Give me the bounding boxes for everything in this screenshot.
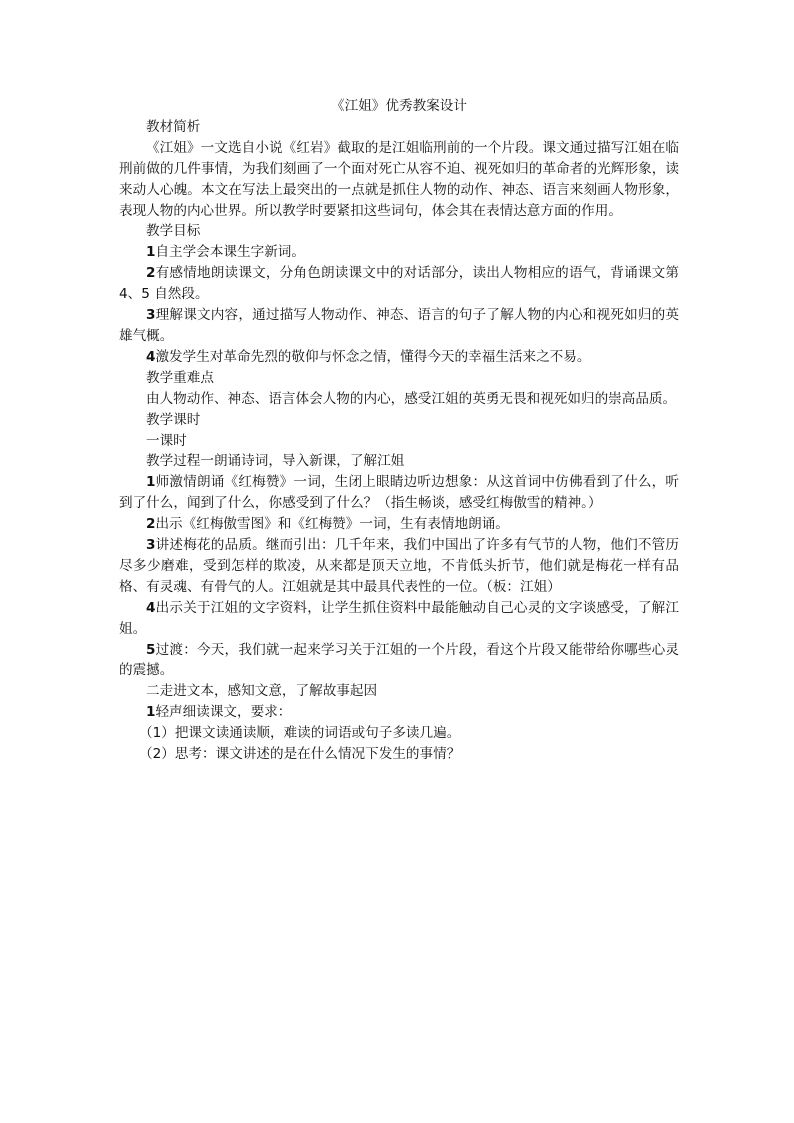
step-number: 3 [146,537,156,554]
document-title: 《江姐》优秀教案设计 [331,98,467,114]
goal-number: 1 [146,244,156,261]
step-text: 出示关于江姐的文字资料，让学生抓住资料中最能触动自己心灵的文字谈感受，了解江姐。 [119,599,679,637]
goal-number: 3 [146,307,156,324]
step-text: 讲述梅花的品质。继而引出：几千年来，我们中国出了许多有气节的人物，他们不管历尽多少磨难，受到怎样的欺凌，从来都是顶天立地，不肯低头折节，他们就是梅花一样有品格、有灵魂、有骨气的人。江姐就是其中最具代表性的一位。（板：江姐） [119,537,679,595]
section-heading-part2: 二走进文本，感知文意，了解故事起因 [146,683,378,700]
step-item [119,598,679,640]
goal-item [119,347,679,368]
goal-item [119,263,679,305]
goal-number: 4 [146,348,156,365]
sub-item: （2）思考：课文讲述的是在什么情况下发生的事情？ [139,746,461,763]
goal-text: 自主学会本课生字新词。 [155,244,305,261]
goal-text: 激发学生对革命先烈的敬仰与怀念之情，懂得今天的幸福生活来之不易。 [155,348,591,365]
step-number: 1 [146,704,156,721]
step-item [119,640,679,682]
goal-text: 有感情地朗读课文，分角色朗读课文中的对话部分，读出人物相应的语气，背诵课文第 4、5 自然段。 [119,265,679,303]
section-heading-periods: 教学课时 [146,411,201,428]
paragraph-key-points: 由人物动作、神态、语言体会人物的内心，感受江姐的英勇无畏和视死如归的崇高品质。 [146,390,677,407]
step-text: 师激情朗诵《红梅赞》一词，生闭上眼睛边听边想象：从这首词中仿佛看到了什么，听到了什么，闻到了什么，你感受到了什么？（指生畅谈，感受红梅傲雪的精神。） [119,474,679,512]
section-heading-analysis: 教材简析 [146,118,201,135]
step-item [119,514,679,535]
step-number: 5 [146,641,156,658]
step-item [119,535,679,598]
document-page [119,96,679,765]
step-text: 轻声细读课文，要求： [155,704,292,721]
section-heading-key-points: 教学重难点 [146,369,214,386]
step-number: 4 [146,599,156,616]
step-text: 出示《红梅傲雪图》和《红梅赞》一词，生有表情地朗诵。 [155,516,509,533]
section-heading-process: 教学过程一朗诵诗词，导入新课，了解江姐 [146,453,405,470]
step-text: 过渡：今天，我们就一起来学习关于江姐的一个片段，看这个片段又能带给你哪些心灵的震撼。 [119,641,679,679]
step-item [119,472,679,514]
step-number: 1 [146,474,156,491]
goal-text: 理解课文内容，通过描写人物动作、神态、语言的句子了解人物的内心和视死如归的英雄气概。 [119,307,679,344]
goal-number: 2 [146,265,156,282]
step-item [119,702,679,723]
sub-item: （1）把课文读通读顺，难读的词语或句子多读几遍。 [139,725,461,742]
paragraph-periods: 一课时 [146,432,187,449]
goal-item [119,305,679,347]
section-heading-goals: 教学目标 [146,223,201,240]
step-number: 2 [146,516,156,533]
paragraph-analysis: 《江姐》一文选自小说《红岩》截取的是江姐临刑前的一个片段。课文通过描写江姐在临刑前做的几件事情，为我们刻画了一个面对死亡从容不迫、视死如归的革命者的光辉形象，读来动人心魄。本文在写法上最突出的一点就是抓住人物的动作、神态、语言来刻画人物形象，表现人物的内心世界。所以教学时要紧扣这些词句，体会其在表情达意方面的作用。 [119,139,679,219]
goal-item [119,242,679,263]
